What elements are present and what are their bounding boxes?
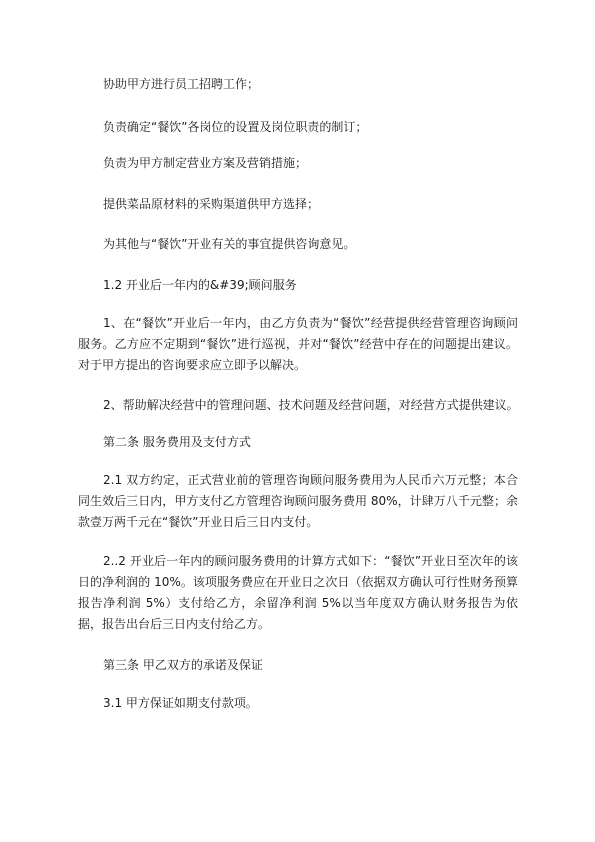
item-positions: 负责确定“餐饮”各岗位的设置及岗位职责的制订； xyxy=(103,120,368,134)
item-consulting: 为其他与“餐饮”开业有关的事宜提供咨询意见。 xyxy=(103,237,356,251)
article-2-heading: 第二条 服务费用及支付方式 xyxy=(103,435,251,449)
paragraph-2: 2、帮助解决经营中的管理问题、技术问题及经营问题，对经营方式提供建议。 xyxy=(103,398,519,412)
paragraph-2-2: 2..2 开业后一年内的顾问服务费用的计算方式如下：“餐饮”开业日至次年的该日的净利润的 10%。该项服务费应在开业日之次日（依据双方确认可行性财务预算报告净利润 5%）支付给乙方，余留净利润 5%以当年度双方确认财务报告为依据，报告出台后三日内支付给乙方。 xyxy=(78,554,518,631)
item-business-plan: 负责为甲方制定营业方案及营销措施； xyxy=(103,156,308,170)
item-procurement: 提供菜品原材料的采购渠道供甲方选择； xyxy=(103,197,320,211)
clause-3-1: 3.1 甲方保证如期支付款项。 xyxy=(103,696,258,710)
item-recruitment: 协助甲方进行员工招聘工作； xyxy=(103,77,260,91)
paragraph-2-1: 2.1 双方约定，正式营业前的管理咨询顾问服务费用为人民币六万元整；本合同生效后三日内，甲方支付乙方管理咨询顾问服务费用 80%，计肆万八千元整；余款壹万两千元在“餐饮”开业日后三日内支付。 xyxy=(78,473,518,529)
section-1-2-heading: 1.2 开业后一年内的&#39;顾问服务 xyxy=(103,278,297,292)
article-3-heading: 第三条 甲乙双方的承诺及保证 xyxy=(103,658,263,672)
paragraph-1: 1、在“餐饮”开业后一年内，由乙方负责为“餐饮”经营提供经营管理咨询顾问服务。乙方应不定期到“餐饮”进行巡视，并对“餐饮”经营中存在的问题提出建议。对于甲方提出的咨询要求应立即予以解决。 xyxy=(78,316,518,372)
